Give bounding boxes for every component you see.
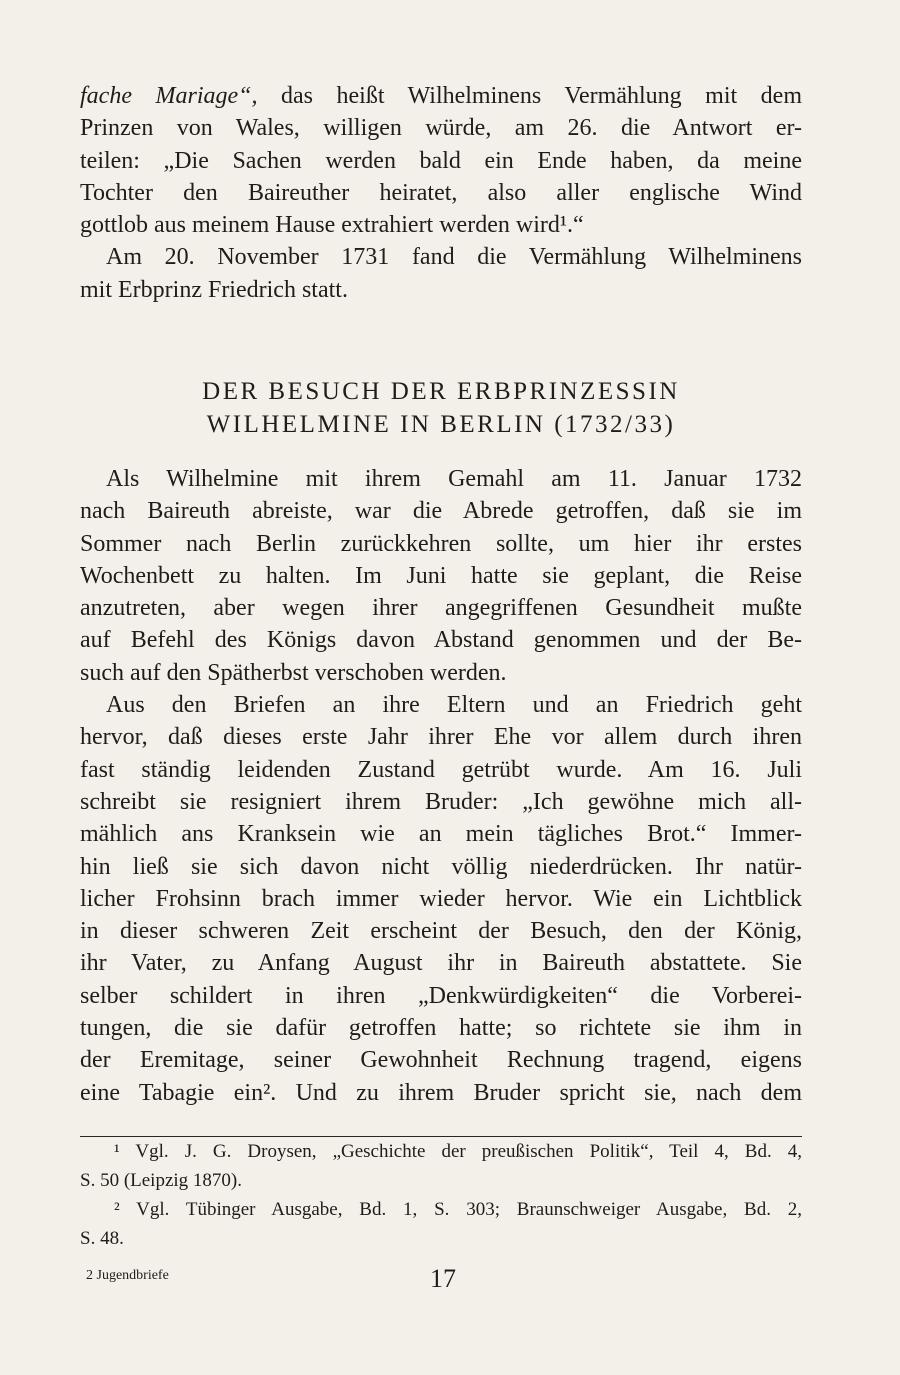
heading-line-2: WILHELMINE IN BERLIN (1732/33) bbox=[206, 411, 676, 438]
text-line: hervor, daß dieses erste Jahr ihrer Ehe vor allem durch ihren bbox=[80, 724, 802, 751]
footnote-line: ¹ Vgl. J. G. Droysen, „Geschichte der preußischen Politik“, Teil 4, Bd. 4, bbox=[114, 1141, 802, 1162]
footnotes bbox=[80, 1137, 802, 1253]
text-line: mählich ans Kranksein wie an mein tägliches Brot.“ Immer- bbox=[80, 821, 802, 848]
section-heading bbox=[80, 375, 802, 441]
signature-mark: 2 Jugendbriefe bbox=[86, 1268, 169, 1283]
italic-phrase: fache Mariage“, bbox=[80, 83, 258, 109]
footnote-line: S. 48. bbox=[80, 1228, 124, 1249]
text-line: licher Frohsinn brach immer wieder hervor. Wie ein Lichtblick bbox=[80, 885, 802, 912]
text-line: Am 20. November 1731 fand die Vermählung Wilhelminens bbox=[106, 244, 802, 271]
text-line: anzutreten, aber wegen ihrer angegriffenen Gesundheit mußte bbox=[80, 595, 802, 622]
text-line: fast ständig leidenden Zustand getrübt wurde. Am 16. Juli bbox=[80, 756, 802, 783]
footnote-line: S. 50 (Leipzig 1870). bbox=[80, 1170, 243, 1191]
top-paragraph bbox=[80, 80, 802, 306]
text-line: nach Baireuth abreiste, war die Abrede getroffen, daß sie im bbox=[80, 498, 802, 525]
text-line: in dieser schweren Zeit erscheint der Besuch, den der König, bbox=[80, 918, 802, 945]
text-line: Aus den Briefen an ihre Eltern und an Friedrich geht bbox=[106, 692, 802, 719]
text-line: schreibt sie resigniert ihrem Bruder: „Ich gewöhne mich all- bbox=[80, 788, 802, 815]
text-line: selber schildert in ihren „Denkwürdigkeiten“ die Vorberei- bbox=[80, 982, 802, 1009]
text-line: ihr Vater, zu Anfang August ihr in Baireuth abstattete. Sie bbox=[80, 950, 802, 977]
text-line: auf Befehl des Königs davon Abstand genommen und der Be- bbox=[80, 627, 802, 654]
text-line: gottlob aus meinem Hause extrahiert werden wird¹.“ bbox=[80, 212, 584, 239]
text-line: Wochenbett zu halten. Im Juni hatte sie geplant, die Reise bbox=[80, 562, 802, 589]
text-line: mit Erbprinz Friedrich statt. bbox=[80, 276, 348, 303]
text-line: Tochter den Baireuther heiratet, also aller englische Wind bbox=[80, 179, 802, 206]
text-line: tungen, die sie dafür getroffen hatte; so richtete sie ihm in bbox=[80, 1015, 802, 1042]
text-line: der Eremitage, seiner Gewohnheit Rechnung tragend, eigens bbox=[80, 1047, 802, 1074]
text-line: teilen: „Die Sachen werden bald ein Ende haben, da meine bbox=[80, 147, 802, 174]
page-number: 17 bbox=[430, 1264, 456, 1293]
text-line: Prinzen von Wales, willigen würde, am 26. die Antwort er- bbox=[80, 115, 802, 142]
text-line: such auf den Spätherbst verschoben werden. bbox=[80, 659, 507, 686]
body-text bbox=[80, 463, 802, 1109]
footnote-line: ² Vgl. Tübinger Ausgabe, Bd. 1, S. 303; Braunschweiger Ausgabe, Bd. 2, bbox=[114, 1199, 802, 1220]
text-line: Als Wilhelmine mit ihrem Gemahl am 11. Januar 1732 bbox=[106, 466, 802, 492]
text-line: Sommer nach Berlin zurückkehren sollte, um hier ihr erstes bbox=[80, 530, 802, 557]
text-line: hin ließ sie sich davon nicht völlig niederdrücken. Ihr natür- bbox=[80, 853, 802, 880]
text-line: eine Tabagie ein². Und zu ihrem Bruder spricht sie, nach dem bbox=[80, 1079, 802, 1106]
text-line: fache Mariage“, das heißt Wilhelminens Vermählung mit dem bbox=[80, 83, 803, 109]
heading-line-1: DER BESUCH DER ERBPRINZESSIN bbox=[202, 378, 680, 405]
